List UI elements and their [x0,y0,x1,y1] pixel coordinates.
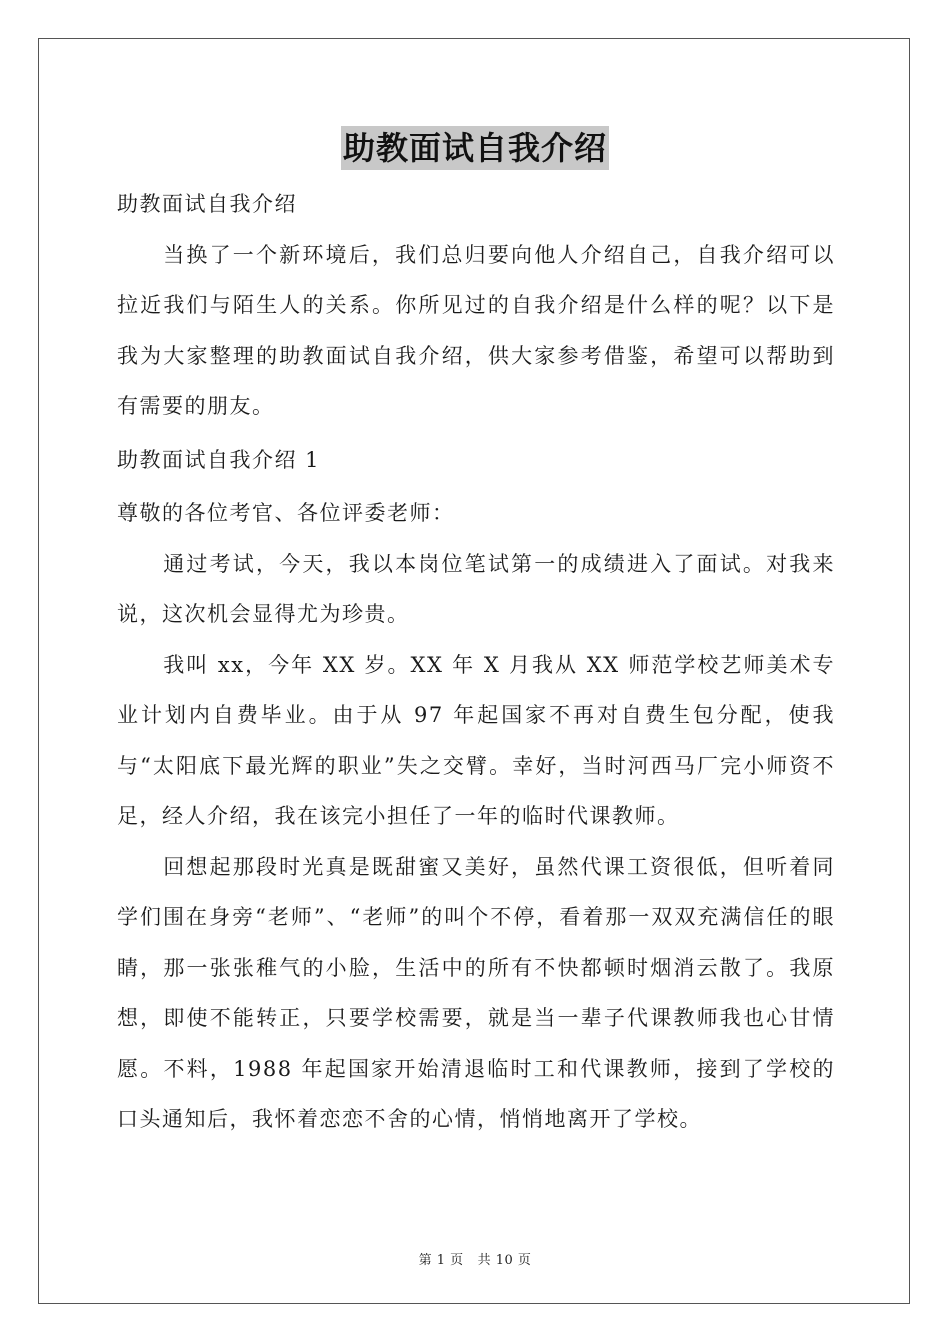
salutation: 尊敬的各位考官、各位评委老师： [117,501,455,525]
paragraph: 回想起那段时光真是既甜蜜又美好，虽然代课工资很低，但听着同学们围在身旁“老师”、“老师”的叫个不停，看着那一双双充满信任的眼睛，那一张张稚气的小脸，生活中的所有不快都顿时烟消云散了。我原想，即使不能转正，只要学校需要，就是当一辈子代课教师我也心甘情愿。不料，1988 年起国家开始清退临时工和代课教师，接到了学校的口头通知后，我怀着恋恋不舍的心情，悄悄地离开了学校。 [117,854,835,1131]
paragraph: 我叫 xx，今年 XX 岁。XX 年 X 月我从 XX 师范学校艺师美术专业计划内自费毕业。由于从 97 年起国家不再对自费生包分配，使我与“太阳底下最光辉的职业”失之交臂。幸好，当时河西马厂完小师资不足，经人介绍，我在该完小担任了一年的临时代课教师。 [117,652,835,828]
section-heading: 助教面试自我介绍 [117,192,297,216]
document-title: 助教面试自我介绍 [341,126,609,170]
paragraph: 通过考试，今天，我以本岗位笔试第一的成绩进入了面试。对我来说，这次机会显得尤为珍贵。 [117,551,835,626]
total-pages: 共 10 页 [477,1253,532,1268]
page-footer [0,1249,950,1268]
document-body [117,176,835,1145]
section-heading: 助教面试自我介绍 1 [117,447,321,472]
paragraph: 当换了一个新环境后，我们总归要向他人介绍自己，自我介绍可以拉近我们与陌生人的关系。你所见过的自我介绍是什么样的呢？以下是我为大家整理的助教面试自我介绍，供大家参考借鉴，希望可以帮助到有需要的朋友。 [117,242,835,418]
title-wrap [0,126,950,170]
page-number: 第 1 页 [418,1253,464,1268]
